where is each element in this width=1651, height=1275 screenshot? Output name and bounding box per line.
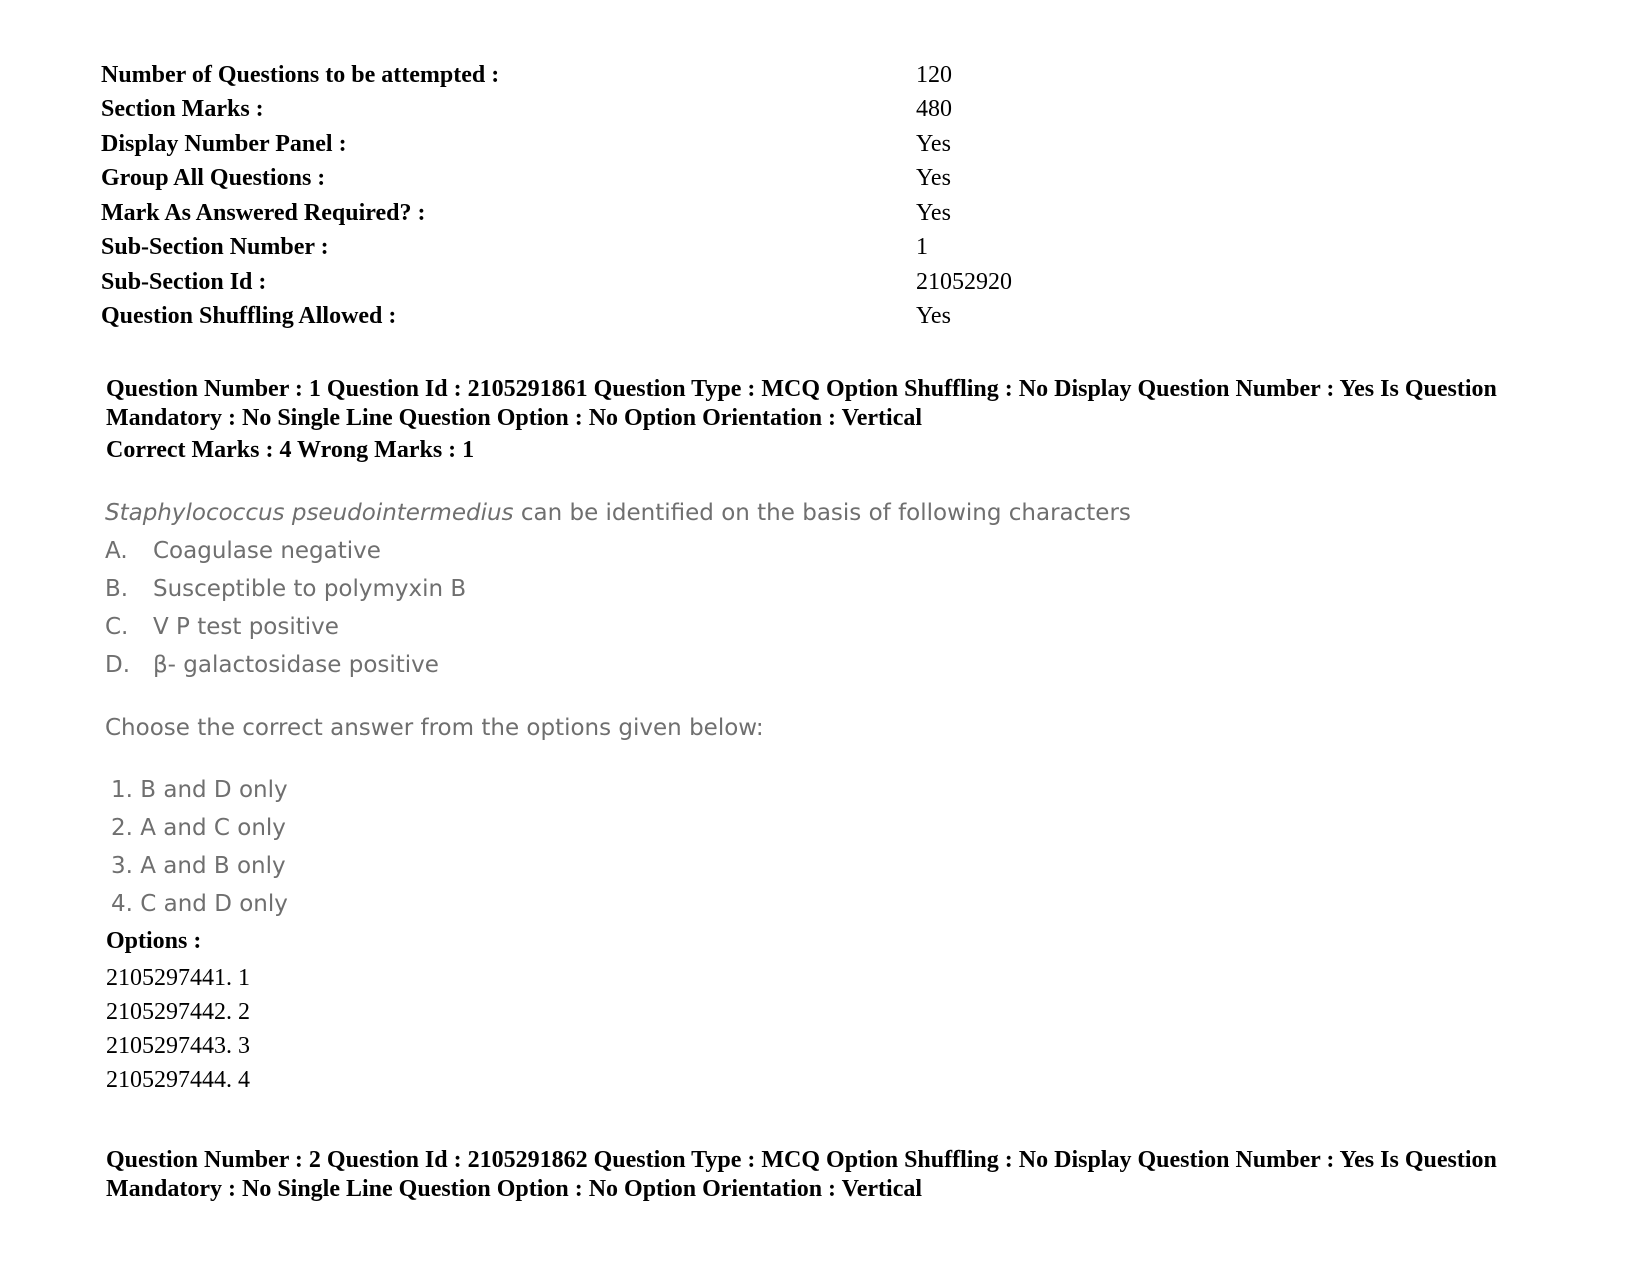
option-item: 2105297442. 2 [106,999,250,1025]
meta-label: Mark As Answered Required? : [101,199,426,226]
question-2-header [106,1146,1606,1204]
question-header-line: Question Number : 2 Question Id : 2105291862 Question Type : MCQ Option Shuffling : No Display Question Number : Yes Is Question [106,1147,1497,1173]
meta-row [101,127,1012,162]
choice-text: V P test positive [153,614,339,640]
meta-label: Group All Questions : [101,165,326,192]
meta-row [101,231,1012,266]
choice-letter: D. [105,652,131,678]
stem-text: can be identified on the basis of following characters [513,500,1131,526]
meta-row [101,300,1012,335]
choice-letter: A. [105,538,128,564]
meta-value: Yes [916,199,951,226]
question-header-line: Mandatory : No Single Line Question Option : No Option Orientation : Vertical [106,405,923,431]
meta-row [101,162,1012,197]
question-1-marks: Correct Marks : 4 Wrong Marks : 1 [106,437,475,463]
question-header-line: Question Number : 1 Question Id : 2105291861 Question Type : MCQ Option Shuffling : No Display Question Number : Yes Is Question [106,376,1497,402]
option-item: 2105297441. 1 [106,965,250,991]
choice-item [105,576,466,602]
meta-value: Yes [916,165,951,192]
meta-label: Sub-Section Id : [101,268,267,295]
meta-label: Number of Questions to be attempted : [101,61,500,88]
organism-name: Staphylococcus pseudointermedius [105,500,514,526]
choice-letter: C. [105,614,129,640]
choice-text: Susceptible to polymyxin B [153,576,467,602]
meta-value: 1 [916,234,928,261]
meta-value: Yes [916,130,951,157]
section-meta-table [101,58,1012,334]
choice-item [105,652,439,678]
choice-item [105,538,381,564]
question-1-header [106,375,1606,433]
answer-choice: 3. A and B only [111,853,286,879]
answer-choice: 4. C and D only [111,891,288,917]
meta-label: Section Marks : [101,96,264,123]
answer-choice: 2. A and C only [111,815,286,841]
choice-item [105,614,339,640]
choose-instruction: Choose the correct answer from the options given below: [105,715,764,741]
choice-text: β- galactosidase positive [153,652,439,678]
meta-value: 21052920 [916,268,1012,295]
meta-label: Sub-Section Number : [101,234,329,261]
meta-label: Display Number Panel : [101,130,347,157]
meta-row [101,93,1012,128]
answer-choice: 1. B and D only [111,777,288,803]
meta-label: Question Shuffling Allowed : [101,303,397,330]
choice-letter: B. [105,576,129,602]
meta-value: 120 [916,61,952,88]
meta-row [101,58,1012,93]
options-title: Options : [106,928,202,954]
choice-text: Coagulase negative [153,538,381,564]
meta-row [101,196,1012,231]
question-stem [105,500,1131,526]
question-header-line: Mandatory : No Single Line Question Option : No Option Orientation : Vertical [106,1176,923,1202]
option-item: 2105297443. 3 [106,1033,250,1059]
meta-value: Yes [916,303,951,330]
meta-value: 480 [916,96,952,123]
option-item: 2105297444. 4 [106,1067,250,1093]
meta-row [101,265,1012,300]
